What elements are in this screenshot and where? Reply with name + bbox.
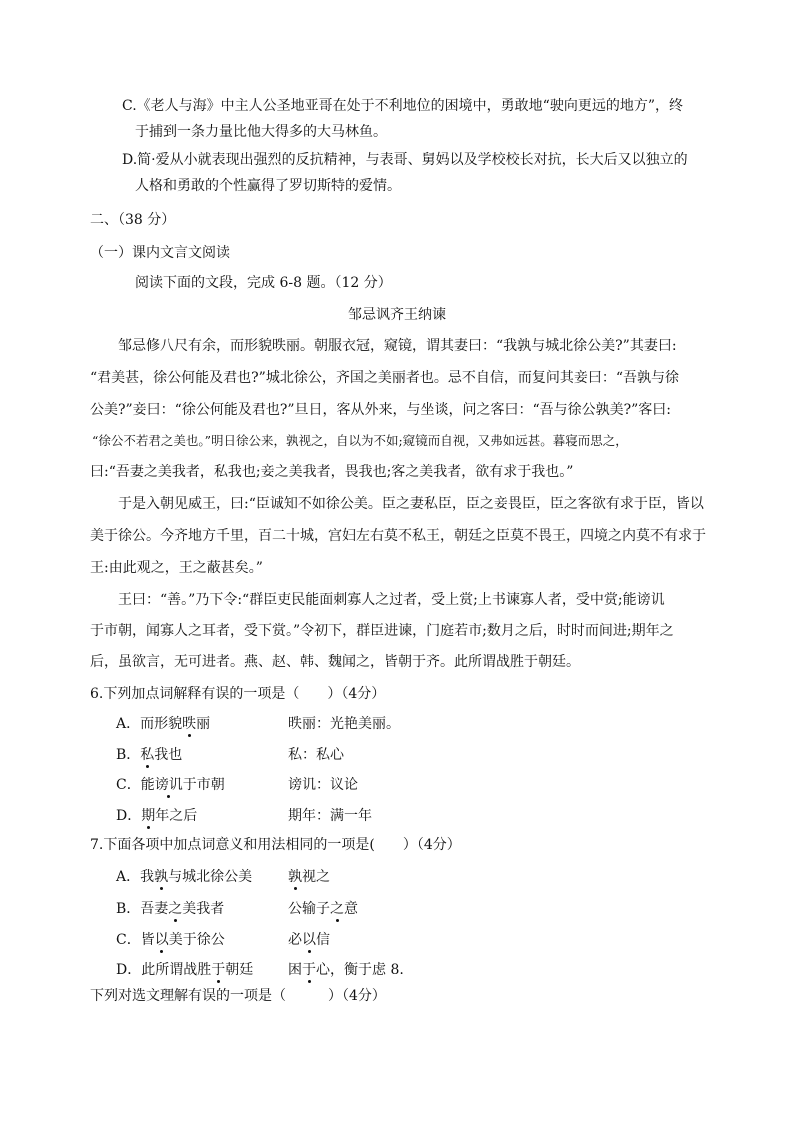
q6-option-b: B．私我也 (116, 744, 182, 764)
q7-option-c: C．皆以美于徐公 (116, 929, 225, 949)
q7-option-d: D．此所谓战胜于朝廷 (116, 959, 253, 979)
passage-p1-line4: “徐公不若君之美也。”明日徐公来，孰视之，自以为不如;窥镜而自视，又弗如远甚。暮寝而思之， (92, 433, 628, 448)
q6-option-c: C．能谤讥于市朝 (116, 774, 225, 794)
q8-stem: 下列对选文理解有误的一项是（ ）（4分） (90, 988, 386, 1004)
q6-option-d-gloss: 期年：满一年 (288, 808, 372, 824)
q7-option-a-compare: 孰视之 (288, 866, 330, 886)
passage-p2-line3: 王:由此观之，王之蔽甚矣。” (90, 560, 263, 576)
q6-stem: 6.下列加点词解释有误的一项是（ ）（4分） (90, 686, 386, 702)
choice-c-line2: 于捕到一条力量比他大得多的大马林鱼。 (135, 124, 387, 140)
q6-option-a-gloss: 昳丽：光艳美丽。 (288, 716, 400, 732)
passage-p1-line5: 曰:“吾妻之美我者，私我也;妾之美我者，畏我也;客之美我者，欲有求于我也。” (90, 464, 574, 480)
q7-option-c-compare: 必以信 (288, 929, 330, 949)
q7-option-b-compare: 公输子之意 (288, 898, 358, 918)
q7-option-d-compare: 困于心，衡于虑 8. (288, 959, 404, 979)
choice-d-line2: 人格和勇敢的个性赢得了罗切斯特的爱情。 (135, 178, 401, 194)
q6-option-b-gloss: 私：私心 (288, 747, 344, 763)
reading-instruction: 阅读下面的文段，完成 6-8 题。（12 分） (135, 275, 392, 291)
passage-p1-line3: 公美?”妾曰：“徐公何能及君也?”旦日，客从外来，与坐谈，问之客曰：“吾与徐公孰美?”客曰: (90, 402, 672, 418)
passage-p3-line1: 王曰：“善。”乃下令:“群臣吏民能面刺寡人之过者，受上赏;上书谏寡人者，受中赏;能谤讥 (118, 592, 665, 608)
choice-d-line1: D.简·爱从小就表现出强烈的反抗精神，与表哥、舅妈以及学校校长对抗，长大后又以独立的 (122, 152, 688, 168)
passage-p1-line1: 邹忌修八尺有余，而形貌昳丽。朝服衣冠，窥镜，谓其妻曰：“我孰与城北徐公美?”其妻曰: (118, 338, 677, 354)
q7-option-a: A．我孰与城北徐公美 (116, 866, 252, 886)
q6-option-a: A．而形貌昳丽 (116, 713, 210, 733)
q6-option-c-gloss: 谤讥：议论 (288, 777, 358, 793)
passage-p2-line1: 于是入朝见威王，曰:“臣诚知不如徐公美。臣之妻私臣，臣之妾畏臣，臣之客欲有求于臣，皆以 (118, 496, 704, 512)
q7-stem: 7.下面各项中加点词意义和用法相同的一项是( ）（4分） (90, 837, 461, 853)
q6-option-d: D．期年之后 (116, 805, 197, 825)
passage-p3-line2: 于市朝，闻寡人之耳者，受下赏。”令初下，群臣进谏，门庭若市;数月之后，时时而间进;期年之 (90, 623, 674, 639)
choice-c-line1: C.《老人与海》中主人公圣地亚哥在处于不利地位的困境中，勇敢地“驶向更远的地方”，终 (122, 98, 683, 114)
passage-p1-line2: “君美甚，徐公何能及君也?”城北徐公，齐国之美丽者也。忌不自信，而复问其妾曰：“吾孰与徐 (90, 370, 679, 386)
passage-title: 邹忌讽齐王纳谏 (348, 307, 446, 323)
passage-p2-line2: 美于徐公。今齐地方千里，百二十城，宫妇左右莫不私王，朝廷之臣莫不畏王，四境之内莫不有求于 (90, 528, 706, 544)
section-heading: 二、（38 分） (90, 212, 176, 228)
subsection-heading: （一）课内文言文阅读 (90, 245, 230, 261)
q7-option-b: B．吾妻之美我者 (116, 898, 224, 918)
passage-p3-line3: 后，虽欲言，无可进者。燕、赵、韩、魏闻之，皆朝于齐。此所谓战胜于朝廷。 (90, 654, 580, 670)
